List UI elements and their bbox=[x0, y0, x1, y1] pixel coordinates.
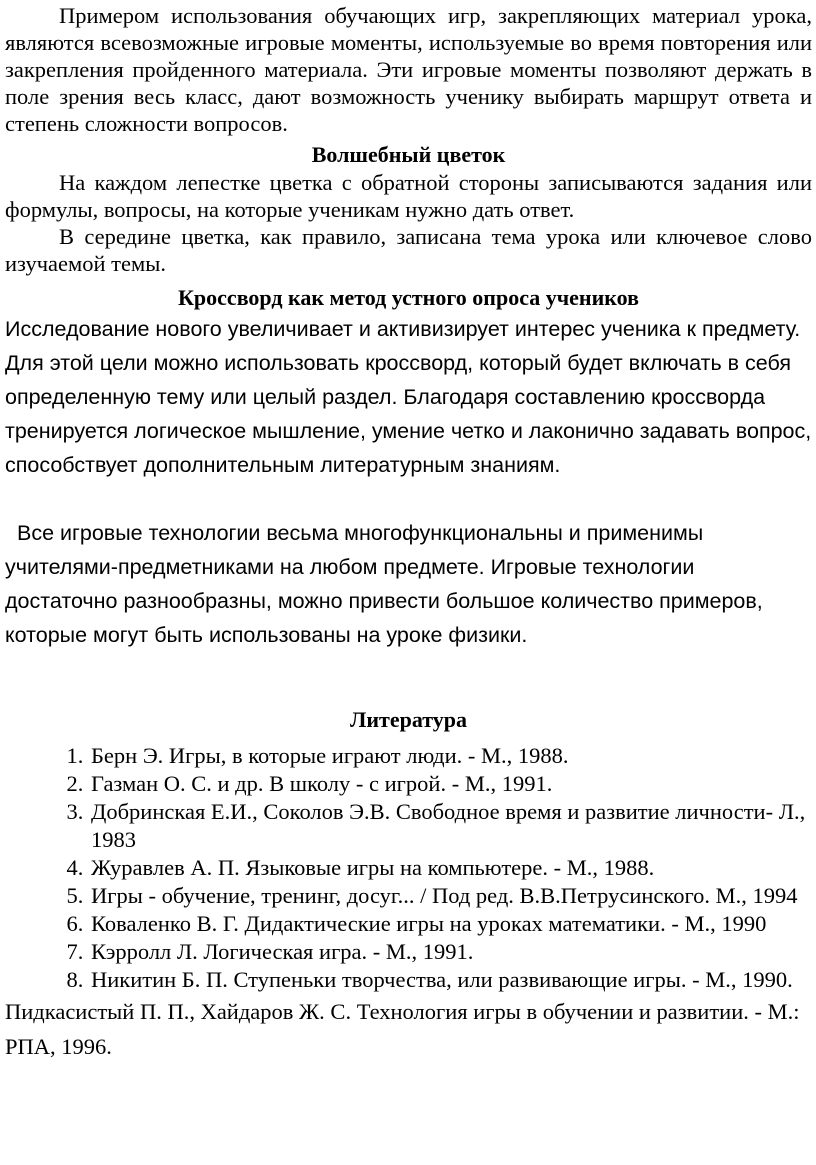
reference-item: 8. Никитин Б. П. Ступеньки творчества, или развивающие игры. - М., 1990. bbox=[89, 966, 812, 994]
reference-item: 4. Журавлев А. П. Языковые игры на компьютере. - М., 1988. bbox=[89, 854, 812, 882]
reference-item: 2. Газман О. С. и др. В школу - с игрой. - М., 1991. bbox=[89, 770, 812, 798]
crossword-paragraph: Исследование нового увеличивает и активизирует интерес ученика к предмету. Для этой цели можно использовать кроссворд, который будет включать в себя определенную тему или целый раздел. Благодаря составлению кроссворда тренируется логическое мышление, умение четко и лаконично задавать вопрос, способствует дополнительным литературным знаниям. bbox=[5, 317, 812, 477]
references-list bbox=[5, 742, 812, 994]
document-page bbox=[5, 0, 812, 1064]
heading-literature: Литература bbox=[349, 707, 468, 732]
reference-item: 3. Добринская Е.И., Соколов Э.В. Свободное время и развитие личности- Л., 1983 bbox=[89, 798, 812, 854]
heading-crossword: Кроссворд как метод устного опроса учеников bbox=[177, 285, 639, 310]
flower-paragraph-1: На каждом лепестке цветка с обратной стороны записываются задания или формулы, вопросы, на которые ученикам нужно дать ответ. bbox=[5, 170, 812, 222]
reference-item: 7. Кэрролл Л. Логическая игра. - М., 1991. bbox=[89, 938, 812, 966]
heading-magic-flower: Волшебный цветок bbox=[311, 142, 506, 167]
intro-paragraph: Примером использования обучающих игр, закрепляющих материал урока, являются всевозможные игровые моменты, используемые во время повторения или закрепления пройденного материала. Эти игровые моменты позволяют держать в поле зрения весь класс, дают возможность ученику выбирать маршрут ответа и степень сложности вопросов. bbox=[5, 3, 812, 136]
reference-extra: Пидкасистый П. П., Хайдаров Ж. С. Технология игры в обучении и развитии. - М.: РПА, 1996. bbox=[5, 999, 800, 1059]
summary-paragraph: Все игровые технологии весьма многофункциональны и применимы учителями-предметниками на любом предмете. Игровые технологии достаточно разнообразны, можно привести большое количество примеров, которые могут быть использованы на уроке физики. bbox=[5, 521, 763, 647]
reference-item: 5. Игры - обучение, тренинг, досуг... / Под ред. В.В.Петрусинского. М., 1994 bbox=[89, 882, 812, 910]
flower-paragraph-2: В середине цветка, как правило, записана тема урока или ключевое слово изучаемой темы. bbox=[5, 224, 812, 276]
reference-item: 6. Коваленко В. Г. Дидактические игры на уроках математики. - М., 1990 bbox=[89, 910, 812, 938]
reference-item: 1. Берн Э. Игры, в которые играют люди. - М., 1988. bbox=[89, 742, 812, 770]
